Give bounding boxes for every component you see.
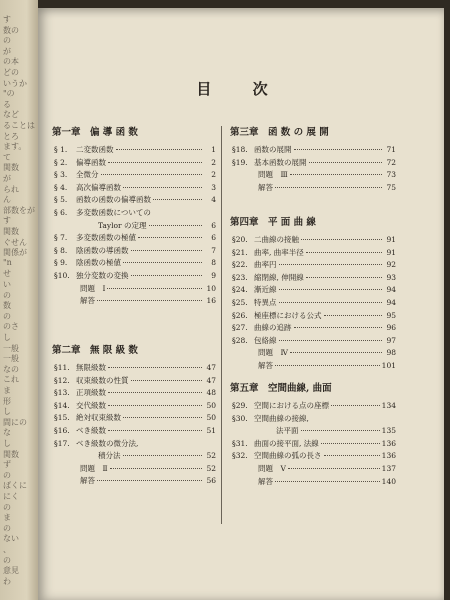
facing-page-text: 数: [3, 301, 11, 311]
section-title: 函数の展開: [254, 145, 292, 154]
page-number: 10: [206, 283, 216, 293]
page-number: 50: [206, 413, 216, 423]
page-number: 9: [211, 271, 216, 280]
page-number: 101: [381, 361, 396, 370]
page-number: 92: [386, 260, 396, 270]
facing-page-text: の本: [3, 57, 19, 67]
section-title: 問題 Ⅰ: [80, 283, 106, 293]
facing-page-text: ず: [3, 460, 11, 470]
leader-dots: [279, 340, 383, 341]
section-title: 解答: [258, 476, 273, 486]
section-title: 解答: [258, 182, 273, 192]
toc-entry: [232, 157, 396, 168]
facing-page-text: ぐせん: [3, 237, 27, 247]
section-title: 解答: [258, 361, 273, 370]
page-number: 3: [211, 182, 216, 192]
facing-page-text: "n: [3, 257, 12, 267]
facing-page-text: のさ: [3, 322, 19, 332]
page-number: 51: [206, 426, 216, 435]
page-number: 73: [386, 170, 396, 180]
section-number: §23.: [232, 272, 248, 282]
facing-page-text: の: [3, 36, 11, 46]
page-number: 136: [381, 438, 396, 448]
toc-entry: [54, 475, 216, 486]
facing-page-text: 、: [3, 545, 11, 554]
section-title: 偏導函数: [76, 157, 106, 167]
leader-dots: [149, 225, 202, 226]
section-number: §12.: [54, 375, 70, 385]
section-number: §10.: [54, 271, 70, 280]
page-number: 91: [386, 247, 396, 257]
facing-page-text: し: [3, 407, 11, 417]
facing-page-text: ることは: [3, 121, 35, 130]
facing-page-text: など: [3, 110, 19, 120]
facing-page-text: わ: [3, 576, 11, 586]
section-number: §13.: [54, 388, 70, 398]
chapter-heading: 第一章 偏 導 函 数: [52, 127, 138, 138]
facing-page-text: 意見: [3, 566, 19, 576]
toc-entry: [232, 476, 396, 487]
toc-entry: [54, 450, 216, 461]
page-number: 56: [206, 476, 216, 486]
page-number: 96: [386, 323, 396, 333]
toc-entry: [232, 284, 396, 295]
section-number: §15.: [54, 413, 70, 423]
facing-page-text: ばくに: [3, 481, 27, 491]
facing-page-text: 関係が: [3, 248, 27, 258]
leader-dots: [131, 275, 203, 276]
leader-dots: [153, 199, 202, 200]
toc-entry: [54, 438, 216, 449]
section-title: 二曲線の接触: [254, 235, 299, 244]
leader-dots: [138, 237, 202, 238]
section-title: 空間曲線の弧の長さ: [254, 451, 322, 461]
toc-entry: [54, 245, 216, 256]
leader-dots: [131, 380, 203, 381]
facing-page-text: 部数をが: [3, 205, 35, 215]
page-number: 50: [206, 400, 216, 410]
section-title: 曲率円: [254, 260, 277, 270]
leader-dots: [108, 162, 202, 163]
leader-dots: [279, 289, 383, 290]
toc-entry: [232, 182, 396, 193]
facing-page-text: 関数: [3, 449, 19, 459]
page-number: 6: [211, 220, 216, 230]
facing-page-text: これ: [3, 375, 19, 385]
chapter-heading: 第五章 空間曲線, 曲面: [230, 383, 332, 394]
toc-entry: [54, 207, 216, 218]
section-title: 独分変数の変換: [76, 271, 129, 280]
page-number: 136: [381, 451, 396, 461]
leader-dots: [288, 468, 380, 469]
page-number: 71: [386, 145, 396, 154]
page-number: 93: [386, 272, 396, 282]
leader-dots: [123, 262, 202, 263]
contents-page: [38, 8, 444, 600]
toc-entry: [54, 220, 216, 231]
page-number: 97: [386, 335, 396, 345]
section-title: 絶対収束級数: [76, 413, 121, 423]
facing-page-text: 数の: [3, 25, 19, 35]
facing-page-text: が: [3, 46, 11, 56]
leader-dots: [275, 187, 382, 188]
facing-page-text: が: [3, 174, 11, 183]
leader-dots: [301, 430, 380, 431]
section-title: 無限級数: [76, 363, 106, 372]
toc-entry: [54, 463, 216, 474]
leader-dots: [294, 327, 383, 328]
page-title: 目 次: [196, 80, 286, 98]
section-number: §18.: [232, 145, 248, 154]
leader-dots: [294, 149, 383, 150]
toc-entry: [54, 295, 216, 306]
facing-page-text: とろ: [3, 131, 19, 141]
section-title: 解答: [80, 476, 95, 486]
facing-page-text: い: [3, 280, 11, 289]
section-title: 極座標における公式: [254, 310, 322, 320]
page-number: 140: [381, 476, 396, 486]
facing-page-text: の: [3, 290, 11, 300]
facing-page-text: 関数: [3, 227, 19, 236]
toc-entry: [54, 425, 216, 436]
facing-page-text: の: [3, 470, 11, 480]
leader-dots: [324, 455, 380, 456]
facing-page-text: どの: [3, 68, 19, 77]
facing-page-text: 一般: [3, 343, 19, 353]
section-number: § 8.: [54, 245, 68, 255]
page-number: 94: [386, 285, 396, 295]
leader-dots: [97, 300, 202, 301]
leader-dots: [116, 149, 203, 150]
section-title: 正項級数: [76, 388, 106, 398]
toc-entry: [232, 234, 396, 245]
section-number: §21.: [232, 247, 248, 257]
facing-page-text: なの: [3, 364, 19, 374]
facing-page-text: し: [3, 439, 11, 448]
section-title: 解答: [80, 296, 95, 306]
toc-entry: [54, 257, 216, 268]
leader-dots: [107, 288, 202, 289]
page-number: 1: [211, 145, 216, 154]
leader-dots: [331, 405, 380, 406]
toc-entry: [54, 157, 216, 168]
chapter-heading: 第三章 函 数 の 展 開: [230, 127, 329, 138]
section-number: §30.: [232, 413, 248, 423]
section-title: 問題 Ⅳ: [258, 348, 288, 358]
page-number: 47: [206, 375, 216, 385]
section-title: 包絡線: [254, 335, 277, 345]
section-title: 二変数函数: [76, 145, 114, 154]
toc-entry: [54, 283, 216, 294]
section-title: 陰函数の極値: [76, 258, 121, 268]
page-number: 75: [386, 182, 396, 192]
facing-page-text: ない: [3, 534, 19, 544]
toc-entry: [232, 169, 396, 180]
leader-dots: [306, 252, 382, 253]
facing-page-text: ま: [3, 386, 11, 395]
page-number: 8: [211, 258, 216, 268]
section-number: §26.: [232, 310, 248, 320]
leader-dots: [108, 392, 202, 393]
toc-entry: [232, 259, 396, 270]
leader-dots: [279, 264, 383, 265]
facing-page-text: の: [3, 555, 11, 565]
section-number: §19.: [232, 157, 248, 167]
page-number: 94: [386, 298, 396, 307]
facing-page-text: る: [3, 99, 11, 109]
page-number: 52: [206, 451, 216, 461]
leader-dots: [108, 367, 202, 368]
facing-page-text: ん: [3, 195, 11, 205]
page-number: 2: [211, 170, 216, 180]
section-title: 交代級数: [76, 400, 106, 410]
facing-page-text: 一般: [3, 354, 19, 364]
section-number: § 2.: [54, 157, 68, 167]
section-title: 陰函数の導函数: [76, 245, 129, 255]
facing-page-text: な: [3, 428, 11, 438]
section-number: §31.: [232, 438, 248, 448]
toc-entry: [232, 144, 396, 155]
toc-entry: [232, 347, 396, 358]
page-number: 98: [386, 348, 396, 358]
toc-entry: [54, 375, 216, 386]
leader-dots: [97, 480, 202, 481]
toc-entry: [232, 335, 396, 346]
facing-page-text: 形: [3, 396, 11, 406]
section-title: 法平面: [276, 426, 299, 436]
toc-entry: [232, 450, 396, 461]
toc-entry: [232, 322, 396, 333]
leader-dots: [306, 277, 382, 278]
facing-page-text: いうか: [3, 78, 27, 88]
page-number: 16: [206, 296, 216, 306]
facing-page-text: ま: [3, 513, 11, 523]
facing-page-text: ます。: [3, 142, 27, 152]
section-number: § 4.: [54, 182, 68, 192]
leader-dots: [108, 430, 202, 431]
section-title: 問題 Ⅴ: [258, 464, 286, 473]
page-number: 72: [386, 157, 396, 167]
page-number: 7: [211, 245, 216, 255]
section-title: 基本函数の展開: [254, 157, 307, 167]
toc-entry: [232, 463, 396, 474]
toc-entry: [232, 310, 396, 321]
page-number: 91: [386, 235, 396, 244]
facing-page-text: の: [3, 502, 11, 512]
section-title: 高次偏導函数: [76, 182, 121, 192]
leader-dots: [123, 417, 202, 418]
section-number: §20.: [232, 235, 248, 244]
section-title: 全微分: [76, 170, 99, 180]
toc-entry: [54, 400, 216, 411]
leader-dots: [275, 481, 380, 482]
page-number: 52: [206, 463, 216, 473]
section-number: § 9.: [54, 258, 68, 268]
section-number: §14.: [54, 400, 70, 410]
page-number: 135: [381, 426, 396, 436]
section-title: 曲線の追跡: [254, 323, 292, 333]
section-number: § 7.: [54, 233, 68, 243]
toc-entry: [232, 247, 396, 258]
page-number: 95: [386, 310, 396, 320]
toc-entry: [232, 297, 396, 308]
chapter-heading: 第二章 無 限 級 数: [52, 345, 138, 356]
section-number: §22.: [232, 260, 248, 270]
section-number: § 3.: [54, 170, 68, 180]
toc-entry: [54, 144, 216, 155]
section-title: Taylor の定理: [98, 220, 147, 230]
section-title: べき級数の微分法,: [76, 438, 139, 448]
toc-entry: [232, 413, 396, 424]
section-number: §24.: [232, 285, 248, 295]
toc-entry: [54, 387, 216, 398]
column-divider: [221, 126, 222, 524]
page-number: 48: [206, 388, 216, 398]
section-title: 曲率, 曲率半径: [254, 247, 304, 257]
page-number: 4: [211, 195, 216, 205]
section-title: 問題 Ⅱ: [80, 463, 108, 473]
leader-dots: [301, 239, 382, 240]
page-number: 47: [206, 363, 216, 372]
section-number: §16.: [54, 426, 70, 435]
leader-dots: [110, 468, 202, 469]
facing-page-text: られ: [3, 184, 19, 194]
toc-entry: [232, 400, 396, 411]
page-number: 137: [381, 464, 396, 473]
section-number: §25.: [232, 298, 248, 307]
toc-entry: [54, 362, 216, 373]
toc-entry: [54, 169, 216, 180]
leader-dots: [131, 250, 203, 251]
section-number: § 6.: [54, 208, 68, 217]
leader-dots: [123, 187, 202, 188]
section-title: 空間曲線の接線,: [254, 413, 309, 423]
toc-entry: [54, 270, 216, 281]
section-number: §29.: [232, 401, 248, 410]
toc-entry: [54, 412, 216, 423]
section-number: §17.: [54, 438, 70, 448]
facing-page-text: の: [3, 311, 11, 321]
facing-page-text: す: [3, 15, 11, 24]
chapter-heading: 第四章 平 面 曲 線: [230, 217, 316, 228]
section-title: 収束級数の性質: [76, 375, 129, 385]
toc-entry: [232, 272, 396, 283]
leader-dots: [101, 174, 203, 175]
section-number: §27.: [232, 323, 248, 333]
facing-page: [0, 0, 38, 600]
section-title: 多変数函数の極値: [76, 233, 136, 243]
leader-dots: [290, 352, 382, 353]
facing-page-text: 間にの: [3, 417, 27, 427]
section-title: 多変数函数についての: [76, 208, 151, 217]
toc-entry: [232, 360, 396, 371]
facing-page-text: す: [3, 216, 11, 226]
section-title: 空間における点の座標: [254, 401, 329, 410]
section-title: 問題 Ⅲ: [258, 170, 288, 180]
section-title: 縮閉線, 伸開線: [254, 272, 304, 282]
section-title: 曲面の接平面, 法線: [254, 438, 319, 448]
section-title: 積分法: [98, 451, 121, 461]
toc-entry: [54, 182, 216, 193]
facing-page-text: にく: [3, 492, 19, 501]
leader-dots: [275, 365, 380, 366]
facing-page-text: し: [3, 333, 11, 342]
leader-dots: [309, 162, 383, 163]
leader-dots: [279, 302, 383, 303]
facing-page-text: "の: [3, 89, 15, 99]
section-title: べき級数: [76, 426, 106, 435]
section-title: 函数の函数の偏導函数: [76, 195, 151, 205]
section-title: 漸近線: [254, 285, 277, 295]
facing-page-text: 関数: [3, 163, 19, 173]
section-number: § 5.: [54, 195, 68, 205]
facing-page-text: せ: [3, 269, 11, 279]
leader-dots: [108, 405, 202, 406]
section-number: §32.: [232, 451, 248, 461]
section-title: 特異点: [254, 298, 277, 307]
leader-dots: [290, 174, 382, 175]
toc-entry: [54, 194, 216, 205]
section-number: §11.: [54, 363, 70, 372]
facing-page-text: て: [3, 152, 11, 162]
toc-entry: [54, 232, 216, 243]
facing-page-text: の: [3, 523, 11, 533]
leader-dots: [321, 443, 380, 444]
page-number: 134: [381, 401, 396, 410]
section-number: § 1.: [54, 145, 68, 154]
toc-entry: [232, 438, 396, 449]
leader-dots: [123, 455, 203, 456]
leader-dots: [324, 315, 383, 316]
section-number: §28.: [232, 335, 248, 345]
page-number: 2: [211, 157, 216, 167]
toc-entry: [232, 425, 396, 436]
page-number: 6: [211, 233, 216, 243]
